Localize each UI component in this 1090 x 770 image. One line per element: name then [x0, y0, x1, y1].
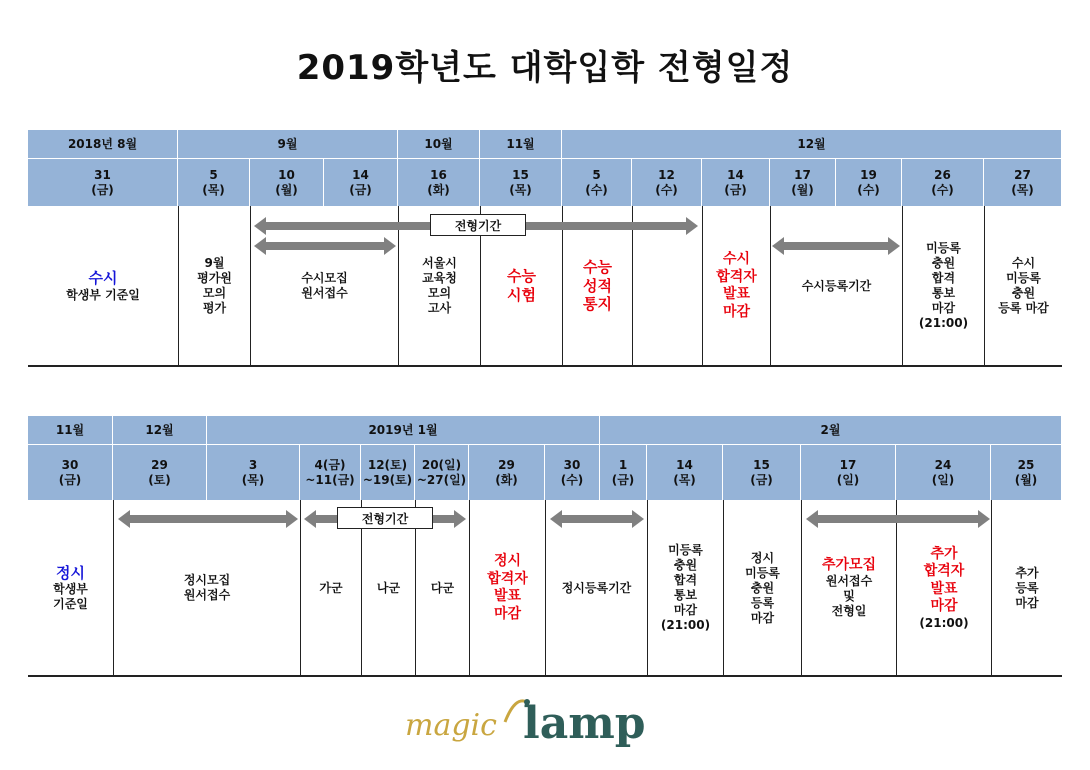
month-feb: 2월 — [600, 416, 1062, 444]
date-cell: 15 (금) — [723, 444, 801, 500]
date-cell: 12 (수) — [632, 158, 702, 206]
jeongsi-apply: 정시모집 원서접수 — [113, 500, 300, 676]
susi-register-period: 수시등록기간 — [770, 206, 902, 366]
jeongsi-base-cell — [28, 500, 113, 676]
jeongsi-register-arrow — [562, 515, 632, 523]
date-cell: 29 (토) — [113, 444, 207, 500]
jeongsi-pass-deadline: 정시 합격자 발표 마감 — [469, 500, 545, 676]
group-na: 나군 — [361, 500, 415, 676]
susi-unregistered-deadline: 수시 미등록 충원 등록 마감 — [984, 206, 1062, 366]
table-bottom-border — [28, 365, 1062, 367]
month-jan: 2019년 1월 — [207, 416, 600, 444]
period-label: 전형기간 — [430, 214, 526, 236]
date-cell: 29 (화) — [469, 444, 545, 500]
jeongsi-sub: 학생부 기준일 — [53, 582, 88, 612]
date-cell: 17 (월) — [770, 158, 836, 206]
date-cell: 17 (일) — [801, 444, 896, 500]
date-cell: 5 (목) — [178, 158, 250, 206]
date-cell: 25 (월) — [991, 444, 1062, 500]
unregistered-notice: 미등록 충원 합격 통보 마감 (21:00) — [902, 206, 984, 366]
period-label: 전형기간 — [337, 507, 433, 529]
date-cell: 14 (금) — [324, 158, 398, 206]
date-cell: 27 (목) — [984, 158, 1062, 206]
month-dec: 12월 — [113, 416, 207, 444]
susi-apply: 수시모집 원서접수 — [250, 206, 398, 366]
logo-word-magic: magic — [405, 708, 497, 743]
date-cell: 3 (목) — [207, 444, 300, 500]
date-cell: 5 (수) — [562, 158, 632, 206]
table-bottom-border — [28, 675, 1062, 677]
susi-pass-deadline: 수시 합격자 발표 마감 — [702, 206, 770, 366]
extra-recruit-title: 추가모집 — [821, 556, 877, 573]
csat-exam: 수능 시험 — [480, 206, 562, 366]
extra-pass-cell — [896, 500, 991, 676]
date-cell: 30 (금) — [28, 444, 113, 500]
extra-register-deadline: 추가 등록 마감 — [991, 500, 1062, 676]
date-cell: 24 (일) — [896, 444, 991, 500]
date-cell: 10 (월) — [250, 158, 324, 206]
date-cell: 20(일) ~27(일) — [415, 444, 469, 500]
extra-pass-time: (21:00) — [919, 615, 969, 630]
jeongsi-register-period: 정시등록기간 — [545, 500, 647, 676]
date-cell: 12(토) ~19(토) — [361, 444, 415, 500]
date-cell: 19 (수) — [836, 158, 902, 206]
month-nov: 11월 — [28, 416, 113, 444]
extra-recruit-sub: 원서접수 및 전형일 — [825, 574, 873, 619]
page-title: 2019학년도 대학입학 전형일정 — [296, 48, 794, 88]
month-oct: 10월 — [398, 130, 480, 158]
jeongsi-unregistered-deadline: 정시 미등록 충원 등록 마감 — [723, 500, 801, 676]
date-cell: 14 (금) — [702, 158, 770, 206]
seoul-mock-exam: 서울시 교육청 모의 고사 — [398, 206, 480, 366]
date-cell: 14 (목) — [647, 444, 723, 500]
jeongsi-title: 정시 — [56, 563, 85, 582]
susi-sub: 학생부 기준일 — [66, 287, 140, 302]
susi-register-arrow — [784, 242, 888, 250]
extra-pass-deadline: 추가 합격자 발표 마감 — [923, 545, 965, 614]
extra-recruit-arrow — [818, 515, 978, 523]
susi-title: 수시 — [88, 269, 118, 288]
susi-base-cell — [28, 206, 178, 366]
jeongsi-apply-arrow — [130, 515, 286, 523]
logo-word-lamp: lamp — [523, 698, 646, 749]
month-sep: 9월 — [178, 130, 398, 158]
date-cell: 30 (수) — [545, 444, 600, 500]
magic-lamp-logo — [405, 688, 645, 758]
unregistered-notice: 미등록 충원 합격 통보 마감 (21:00) — [647, 500, 723, 676]
date-cell: 26 (수) — [902, 158, 984, 206]
date-cell: 31 (금) — [28, 158, 178, 206]
susi-apply-arrow — [266, 242, 384, 250]
mock-exam-sep: 9월 평가원 모의 평가 — [178, 206, 250, 366]
group-da: 다군 — [415, 500, 469, 676]
month-dec: 12월 — [562, 130, 1062, 158]
group-ga: 가군 — [300, 500, 361, 676]
date-cell: 16 (화) — [398, 158, 480, 206]
date-cell: 1 (금) — [600, 444, 647, 500]
date-cell: 15 (목) — [480, 158, 562, 206]
month-aug: 2018년 8월 — [28, 130, 178, 158]
csat-result: 수능 성적 통지 — [562, 206, 632, 366]
date-cell: 4(금) ~11(금) — [300, 444, 361, 500]
month-nov: 11월 — [480, 130, 562, 158]
